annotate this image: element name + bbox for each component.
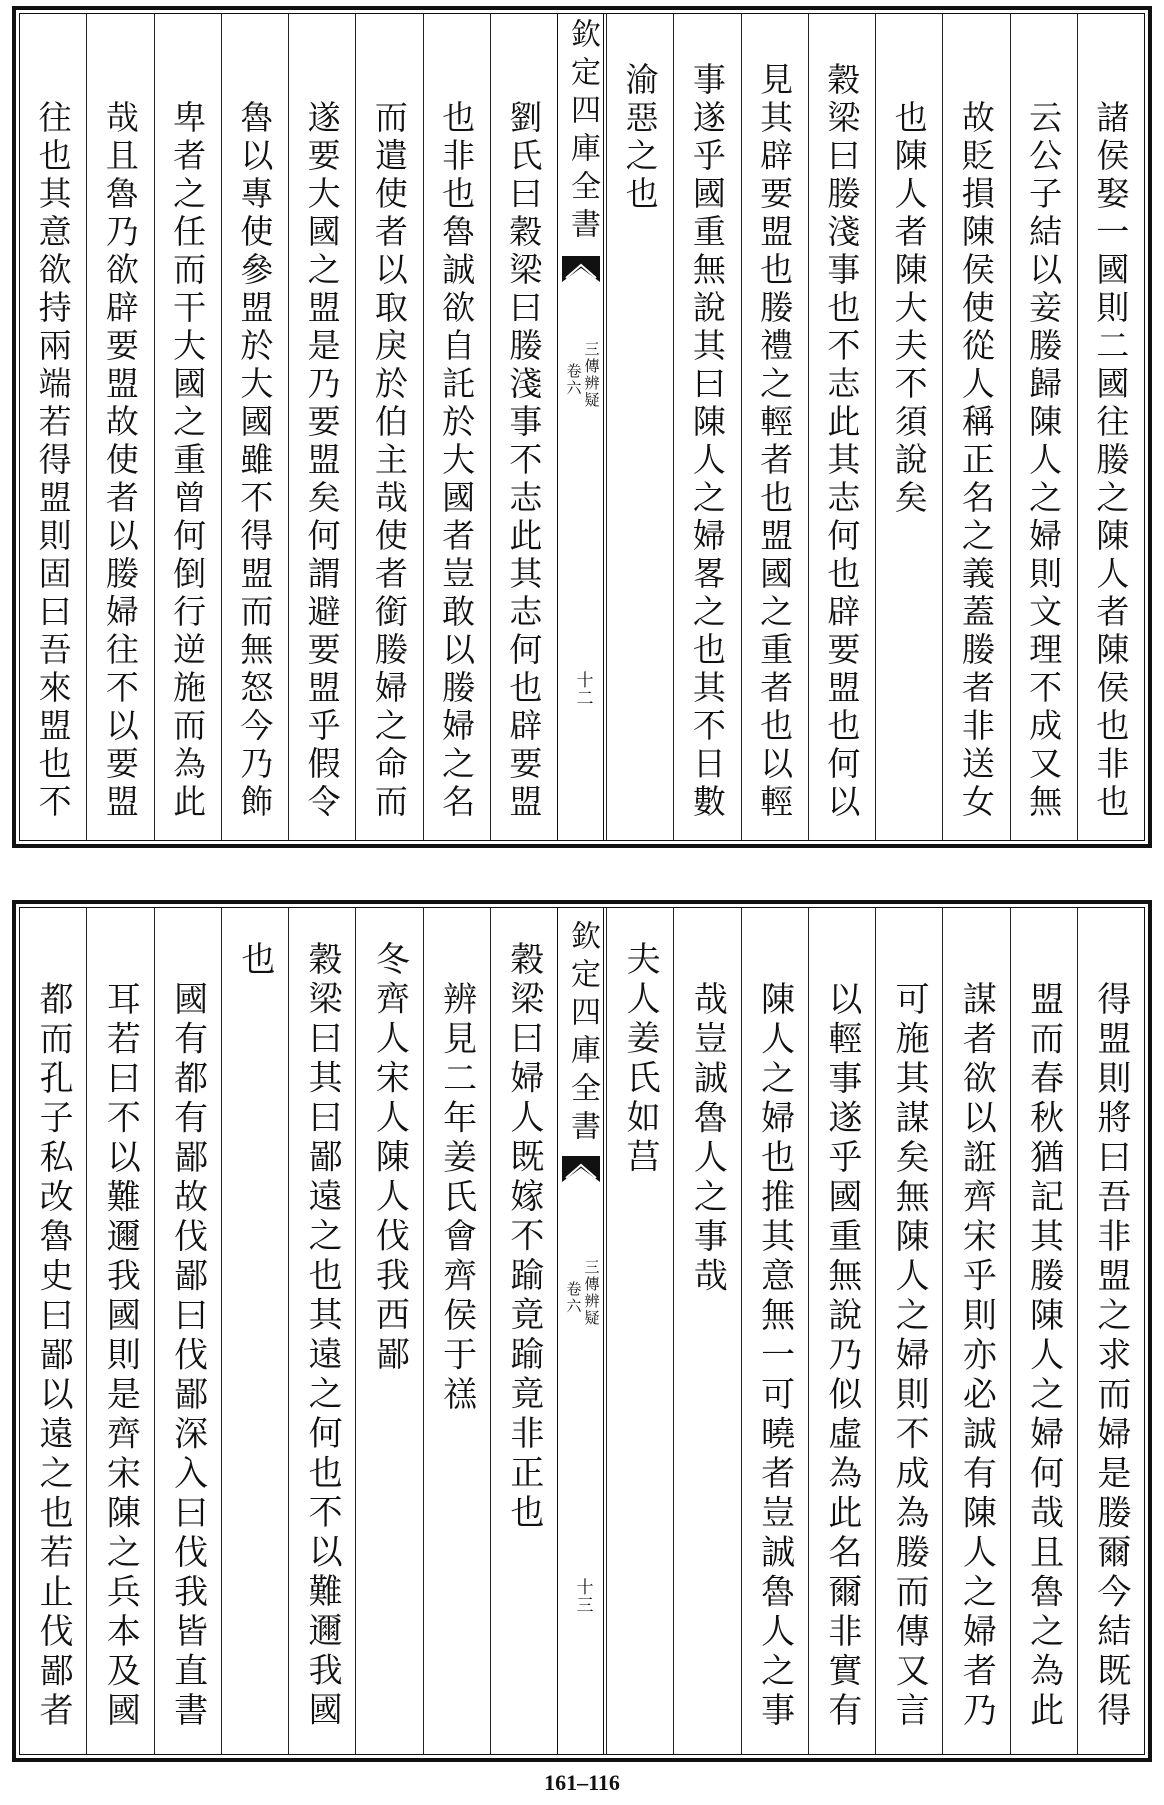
column-text: 耳若曰不以難邇我國則是齊宋陳之兵本及國 — [100, 980, 141, 1731]
text-column — [1010, 908, 1077, 1754]
banxin-book-title: 三傳辨疑 — [582, 1259, 601, 1327]
banxin-page-number: 十三 — [572, 1578, 593, 1614]
text-column — [20, 908, 86, 1754]
column-text: 諸侯娶一國則二國往媵之陳人者陳侯也非也 — [1091, 100, 1131, 822]
text-column — [154, 14, 221, 840]
text-column — [673, 14, 740, 840]
column-text: 也 — [234, 941, 275, 981]
column-text: 遂要大國之盟是乃要盟矣何謂避要盟乎假令 — [302, 100, 342, 822]
text-column — [741, 908, 808, 1754]
column-text: 魯以專使參盟於大國雖不得盟而無怒今乃飾 — [235, 100, 275, 822]
text-column — [942, 14, 1009, 840]
column-text: 哉豈誠魯人之事哉 — [687, 980, 728, 1297]
banxin-book-info — [566, 1259, 599, 1327]
banxin-book-title: 三傳辨疑 — [582, 341, 601, 409]
text-column — [20, 14, 86, 840]
column-text: 故貶損陳侯使從人稱正名之義蓋媵者非送女 — [956, 100, 996, 822]
text-column — [221, 14, 288, 840]
text-column — [154, 908, 221, 1754]
column-text: 可施其謀矣無陳人之婦則不成為媵而傳又言 — [889, 980, 930, 1731]
text-column — [423, 908, 490, 1754]
text-column — [355, 14, 422, 840]
column-text: 夫人姜氏如莒 — [620, 941, 661, 1178]
column-text: 以輕事遂乎國重無說乃似虛為此名爾非實有 — [821, 980, 862, 1731]
text-column — [808, 908, 875, 1754]
column-text: 也陳人者陳大夫不須說矣 — [889, 100, 929, 518]
column-text: 云公子結以妾媵歸陳人之婦則文理不成又無 — [1024, 100, 1064, 822]
text-column — [942, 908, 1009, 1754]
text-column — [1077, 14, 1144, 840]
text-column — [355, 908, 422, 1754]
text-column — [423, 14, 490, 840]
text-column — [1077, 908, 1144, 1754]
text-column — [741, 14, 808, 840]
column-text: 往也其意欲持兩端若得盟則固曰吾來盟也不 — [33, 100, 73, 822]
fishtail-mark-icon — [562, 256, 600, 282]
column-text: 穀梁曰媵淺事也不志此其志何也辟要盟也何以 — [822, 62, 862, 822]
text-column — [490, 908, 557, 1754]
column-text: 陳人之婦也推其意無一可曉者豈誠魯人之事 — [754, 980, 795, 1731]
column-text: 也非也魯誠欲自託於大國者豈敢以媵婦之名 — [437, 100, 477, 822]
column-text: 辨見二年姜氏會齊侯于禚 — [436, 980, 477, 1415]
column-text: 得盟則將曰吾非盟之求而婦是媵爾今結既得 — [1090, 980, 1131, 1731]
column-text: 而遣使者以取戾於伯主哉使者銜媵婦之命而 — [369, 100, 409, 822]
column-text: 謀者欲以誑齊宋乎則亦必誠有陳人之婦者乃 — [956, 980, 997, 1731]
banxin-juan: 卷六 — [564, 1281, 583, 1315]
text-column — [86, 14, 153, 840]
column-text: 哉且魯乃欲辟要盟故使者以媵婦往不以要盟 — [100, 100, 140, 822]
text-column — [606, 14, 673, 840]
column-text: 冬齊人宋人陳人伐我西鄙 — [369, 941, 410, 1376]
page-frame — [19, 13, 1145, 841]
column-text: 渝惡之也 — [620, 62, 660, 214]
column-text: 穀梁曰其曰鄙遠之也其遠之何也不以難邇我國 — [302, 941, 343, 1731]
text-column — [875, 908, 942, 1754]
text-column — [808, 14, 875, 840]
page-panel-upper — [12, 6, 1152, 848]
text-column — [606, 908, 673, 1754]
text-column — [673, 908, 740, 1754]
column-text: 盟而春秋猶記其媵陳人之婦何哉且魯之為此 — [1023, 980, 1064, 1731]
text-column — [288, 14, 355, 840]
banxin-series-title: 欽定四庫全書 — [565, 18, 600, 246]
text-column — [221, 908, 288, 1754]
text-column — [1010, 14, 1077, 840]
text-column — [875, 14, 942, 840]
column-text: 事遂乎國重無說其曰陳人之婦畧之也其不日數 — [687, 62, 727, 822]
column-text: 穀梁曰婦人既嫁不踰竟踰竟非正也 — [503, 941, 544, 1534]
page-frame — [19, 907, 1145, 1755]
column-text: 劉氏曰穀梁曰媵淺事不志此其志何也辟要盟 — [504, 100, 544, 822]
column-text: 卑者之任而干大國之重曾何倒行逆施而為此 — [168, 100, 208, 822]
banxin-book-info — [566, 341, 599, 409]
text-column — [288, 908, 355, 1754]
banxin-series-title: 欽定四庫全書 — [565, 920, 600, 1148]
banxin-juan: 卷六 — [564, 363, 583, 397]
page-panel-lower — [12, 900, 1152, 1762]
column-text: 都而孔子私改魯史曰鄙以遠之也若止伐鄙者 — [33, 980, 74, 1731]
column-text: 國有都有鄙故伐鄙曰伐鄙深入曰伐我皆直書 — [167, 980, 208, 1731]
banxin-page-number: 十二 — [572, 671, 593, 707]
banxin-column — [557, 14, 606, 840]
fishtail-mark-icon — [562, 1156, 600, 1182]
text-column — [490, 14, 557, 840]
text-column — [86, 908, 153, 1754]
banxin-column — [557, 908, 606, 1754]
folio-label: 161–116 — [544, 1770, 620, 1795]
column-text: 見其辟要盟也媵禮之輕者也盟國之重者也以輕 — [755, 62, 795, 822]
